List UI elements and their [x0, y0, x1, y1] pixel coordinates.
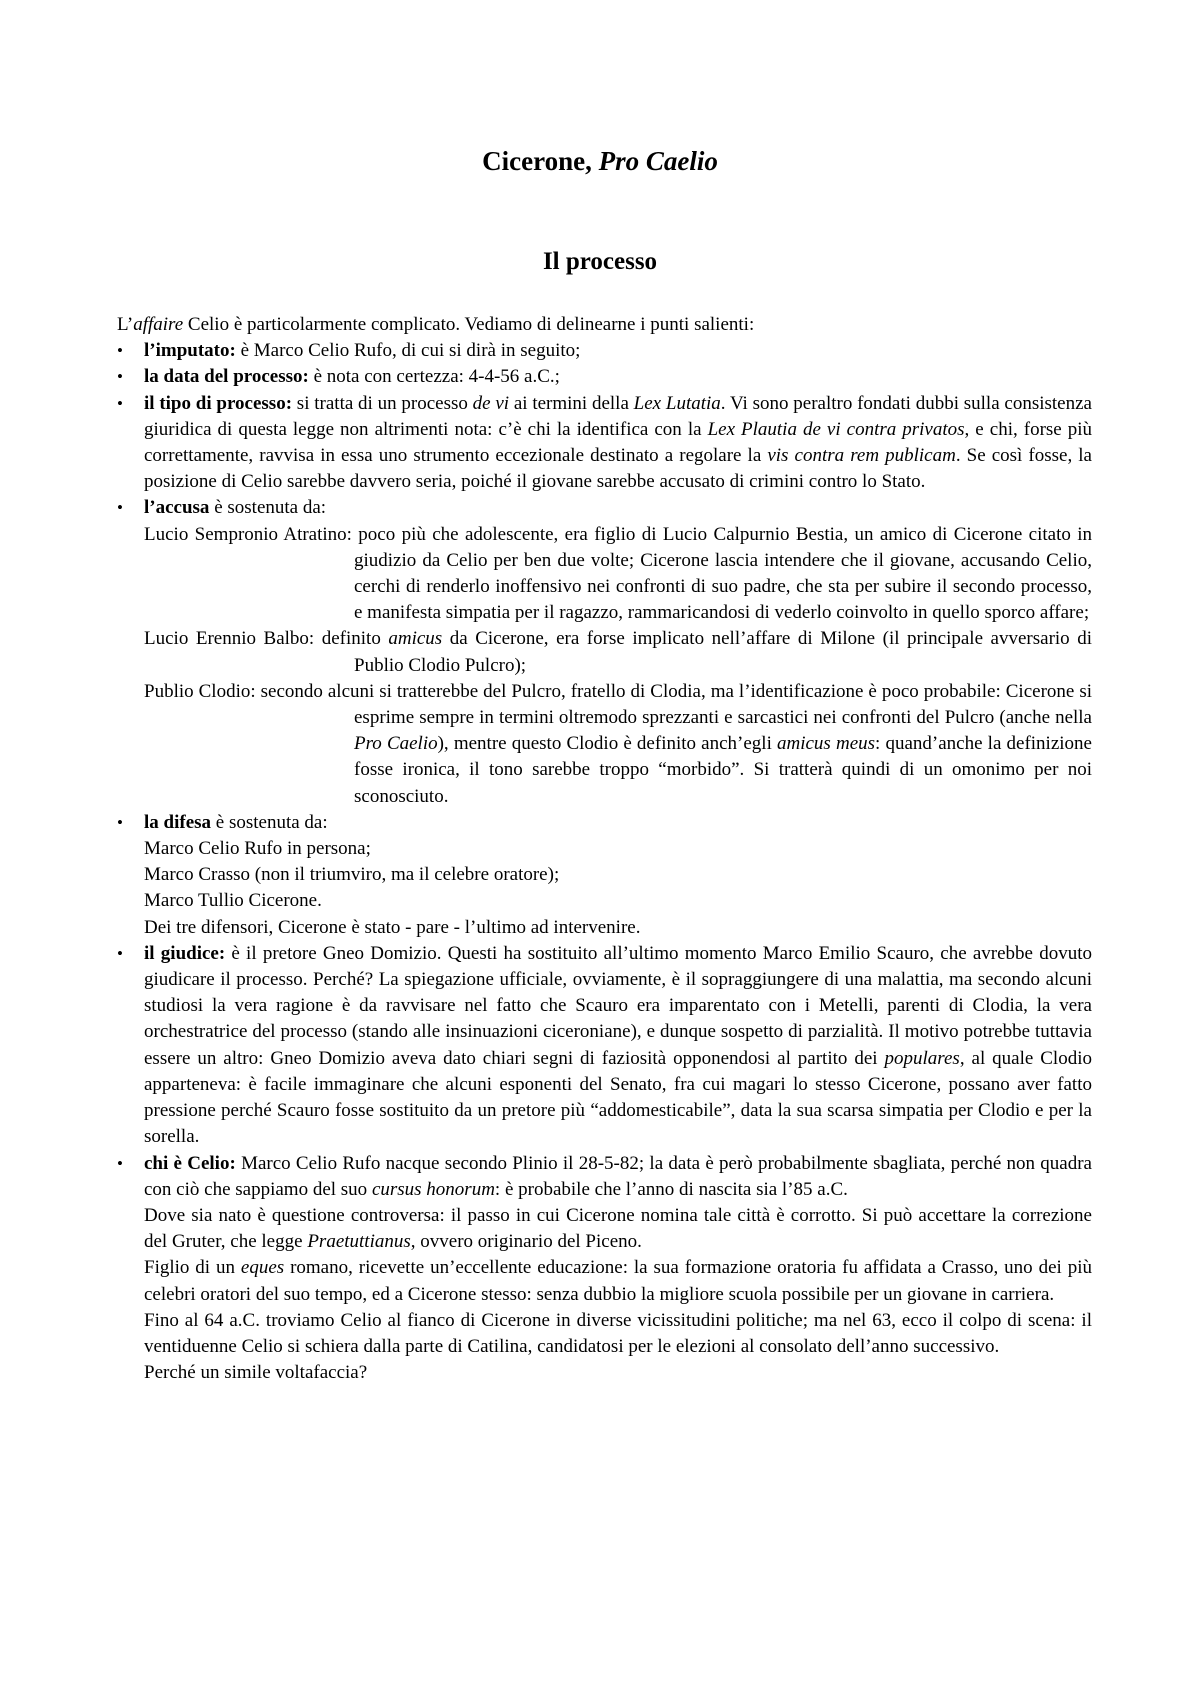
celio-text: Marco Celio Rufo nacque secondo Plinio il 28-5-82; la data è però probabilmente sbagliata, perché non quadra con ciò che sappiamo del suo [144, 1152, 1092, 1200]
accuser-emphasis: amicus [388, 628, 443, 650]
tipo-text: , e chi, forse più correttamente, ravvisa in essa uno strumento eccezionale destinato a regolare la [144, 418, 1093, 467]
celio-emphasis: cursus honorum [371, 1178, 495, 1200]
section-heading: Il processo [542, 248, 658, 275]
tipo-label: il tipo di processo: [144, 392, 293, 414]
accusa-text: è sostenuta da: [209, 497, 327, 519]
tipo-emphasis: Lex Plautia de vi contra privatos [707, 418, 965, 440]
data-text: è nota con certezza: 4-4-56 a.C.; [308, 366, 560, 388]
accuser-emphasis: Pro Caelio [354, 733, 438, 755]
list-item-tipo [117, 391, 1092, 496]
list-item-giudice [117, 941, 1092, 1151]
title-work: Pro Caelio [598, 146, 718, 176]
bullet-icon: • [117, 393, 123, 413]
accusa-label: l’accusa [144, 497, 210, 519]
imputato-text: è Marco Celio Rufo, di cui si dirà in seguito; [235, 340, 581, 362]
accuser-text: : quand’anche la definizione fosse ironica, il tono sarebbe troppo “morbido”. Si tratterà quindi di un omonimo per noi sconosciuto. [354, 733, 1092, 807]
title-author: Cicerone, [482, 146, 599, 176]
celio-text: Figlio di un [144, 1257, 241, 1279]
list-item-celio [117, 1151, 1092, 1387]
tipo-text: . Se così fosse, la posizione di Celio sarebbe davvero seria, poiché il giovane sarebbe accusato di crimini contro lo Stato. [144, 445, 1092, 493]
celio-text: romano, ricevette un’eccellente educazione: la sua formazione oratoria fu affidata a Crasso, uno dei più celebri oratori del suo tempo, ed a Cicerone stesso: senza dubbio la migliore scuola possibile per un giovane in carriera. [144, 1257, 1092, 1305]
tipo-text: . Vi sono peraltro fondati dubbi sulla consistenza giuridica di questa legge non altrimenti nota: c’è chi la identifica con la [144, 392, 1092, 440]
celio-emphasis: eques [240, 1257, 285, 1279]
defender-line: Marco Tullio Cicerone. [144, 890, 322, 912]
document-body [117, 312, 1092, 1386]
intro-paragraph [117, 312, 1092, 338]
bullet-icon: • [117, 367, 123, 387]
bullet-icon: • [117, 498, 123, 518]
accuser-atratino: Lucio Sempronio Atratino: poco più che adolescente, era figlio di Lucio Calpurnio Bestia, un amico di Cicerone citato in giudizio da Celio per ben due volte; Cicerone lascia intendere che il giovane, accusando Celio, cerchi di renderlo inoffensivo nei confronti di suo padre, che sta per subire il secondo processo, e manifesta simpatia per il ragazzo, rammaricandosi di vederlo coinvolto in quello sporco affare; [144, 523, 1092, 624]
data-label: la data del processo: [144, 366, 309, 388]
intro-emphasis: affaire [133, 314, 184, 335]
bullet-list [117, 338, 1092, 1386]
list-item-imputato [117, 338, 1092, 364]
accuser-text: da Cicerone, era forse implicato nell’affare di Milone (il principale avversario di Publio Clodio Pulcro); [354, 628, 1092, 676]
accuser-text: Publio Clodio: secondo alcuni si tratterebbe del Pulcro, fratello di Clodia, ma l’identificazione è poco probabile: Cicerone si esprime sempre in termini oltremodo sprezzanti e sarcastici nei confronti del Pulcro (anche nella [144, 680, 1092, 729]
celio-education [144, 1255, 1092, 1307]
celio-text: : è probabile che l’anno di nascita sia l’85 a.C. [494, 1178, 848, 1200]
tipo-emphasis: de vi [472, 392, 510, 414]
list-item-difesa [117, 810, 1092, 941]
giudice-text: è il pretore Gneo Domizio. Questi ha sostituito all’ultimo momento Marco Emilio Scauro, che avrebbe dovuto giudicare il processo. Perché? La spiegazione ufficiale, ovviamente, è il sopraggiungere di una malattia, ma secondo alcuni studiosi la vera ragione è da ravvisare nel fatto che Scauro era imparentato con i Metelli, parenti di Clodia, la vera orchestratrice del processo (stando alle insinuazioni ciceroniane), e dunque sospetto di parzialità. Il motivo potrebbe tuttavia essere un altro: Gneo Domizio aveva dato chiari segni di faziosità opponendosi al partito dei [144, 942, 1092, 1069]
defender-line: Marco Crasso (non il triumviro, ma il celebre oratore); [144, 864, 560, 886]
document-title [0, 144, 1200, 178]
defender-line: Marco Celio Rufo in persona; [144, 838, 371, 860]
giudice-text: , al quale Clodio apparteneva: è facile immaginare che alcuni esponenti del Senato, fra cui magari lo stesso Cicerone, possano aver fatto pressione perché Scauro fosse sostituito da un pretore più “addomesticabile”, data la sua scarsa simpatia per Clodio e per la sorella. [144, 1047, 1092, 1148]
accuser-emphasis: amicus meus [777, 733, 876, 755]
intro-text: Celio è particolarmente complicato. Vediamo di delinearne i punti salienti: [183, 314, 755, 335]
tipo-emphasis: vis contra rem publicam [767, 445, 956, 467]
giudice-label: il giudice: [144, 942, 226, 964]
list-item-accusa [117, 495, 1092, 809]
list-item-data [117, 364, 1092, 390]
giudice-emphasis: populares [884, 1047, 960, 1069]
celio-text: Dove sia nato è questione controversa: il passo in cui Cicerone nomina tale città è corrotto. Si può accettare la correzione del Gruter, che legge [144, 1204, 1092, 1253]
intro-prefix: L’ [117, 314, 134, 335]
bullet-icon: • [117, 812, 123, 832]
bullet-icon: • [117, 943, 123, 963]
tipo-text: si tratta di un processo [292, 392, 473, 414]
tipo-text: ai termini della [509, 392, 634, 414]
tipo-emphasis: Lex Lutatia [633, 392, 721, 414]
accuser-clodio [144, 679, 1092, 810]
accuser-balbo [144, 626, 1092, 678]
celio-label: chi è Celio: [144, 1152, 236, 1174]
defender-note: Dei tre difensori, Cicerone è stato - pare - l’ultimo ad intervenire. [144, 916, 641, 938]
difesa-text: è sostenuta da: [211, 811, 328, 833]
celio-text: , ovvero originario del Piceno. [410, 1231, 642, 1253]
celio-birthplace [144, 1203, 1092, 1255]
accuser-text: ), mentre questo Clodio è definito anch’egli [437, 733, 777, 755]
celio-politics: Fino al 64 a.C. troviamo Celio al fianco di Cicerone in diverse vicissitudini politiche; ma nel 63, ecco il colpo di scena: il ventiduenne Celio si schiera dalla parte di Catilina, candidatosi per le elezioni al consolato dell’anno successivo. [144, 1309, 1092, 1357]
celio-emphasis: Praetuttianus [307, 1231, 411, 1253]
accuser-text: Lucio Erennio Balbo: definito [144, 628, 389, 650]
celio-question: Perché un simile voltafaccia? [144, 1362, 368, 1384]
bullet-icon: • [117, 1153, 123, 1173]
bullet-icon: • [117, 341, 123, 361]
difesa-label: la difesa [144, 811, 212, 833]
imputato-label: l’imputato: [144, 340, 236, 362]
